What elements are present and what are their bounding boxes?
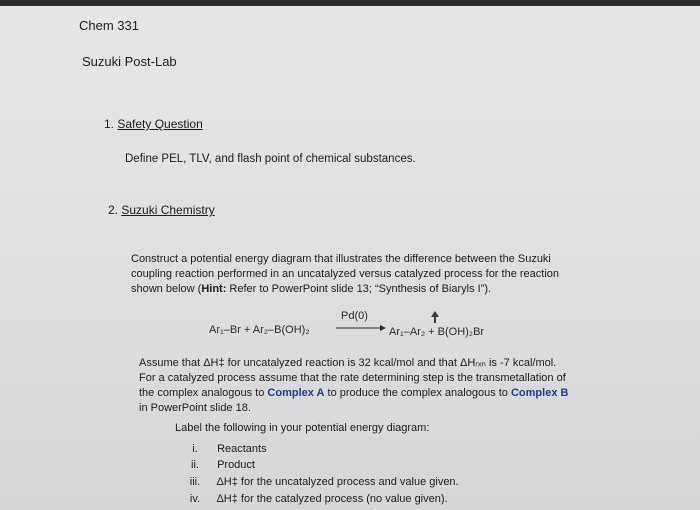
list-item-number: i.	[192, 443, 198, 455]
question-2-title: Suzuki Chemistry	[121, 203, 215, 217]
prompt-line-3-b: Refer to PowerPoint slide 13; “Synthesis of Biaryls I”).	[226, 283, 492, 295]
assumption-line-2: For a catalyzed process assume that the rate determining step is the transmetallation of	[139, 372, 566, 384]
list-item	[176, 476, 459, 488]
list-item	[176, 443, 267, 455]
mouse-cursor-icon	[431, 311, 439, 323]
course-title: Chem 331	[79, 18, 139, 33]
list-item-number: ii.	[191, 459, 199, 471]
list-item-number: iii.	[189, 476, 201, 488]
question-2-assumptions	[139, 356, 568, 416]
question-1-number: 1.	[104, 117, 115, 131]
question-2-heading	[108, 203, 215, 217]
list-item-text: ΔH‡ for the uncatalyzed process and value given.	[216, 476, 459, 488]
prompt-line-3	[131, 282, 559, 297]
document-page	[0, 6, 700, 510]
prompt-line-2: coupling reaction performed in an uncatalyzed versus catalyzed process for the reaction	[131, 268, 560, 280]
list-item	[176, 493, 448, 505]
assumption-line-3	[139, 386, 568, 401]
question-1-text: Define PEL, TLV, and flash point of chemical substances.	[125, 153, 416, 165]
reaction-catalyst: Pd(0)	[341, 310, 368, 322]
hint-label: Hint:	[201, 283, 227, 295]
prompt-line-3-a: shown below (	[131, 283, 202, 295]
assumption-line-4: in PowerPoint slide 18.	[139, 402, 251, 414]
label-intro: Label the following in your potential energy diagram:	[175, 422, 430, 434]
list-item-text: Reactants	[217, 443, 267, 455]
reaction-arrow	[336, 323, 386, 333]
assumption-line-3-a: the complex analogous to	[139, 387, 268, 399]
list-item-text: Product	[217, 459, 255, 471]
question-1-heading	[104, 117, 203, 131]
assumption-line-3-b: to produce the complex analogous to	[324, 387, 511, 399]
question-2-prompt	[131, 252, 559, 297]
document-title: Suzuki Post-Lab	[82, 54, 177, 69]
question-2-number: 2.	[108, 203, 119, 217]
reaction-reactants: Ar₁–Br + Ar₂–B(OH)₂	[209, 324, 310, 336]
list-item	[176, 459, 255, 471]
assumption-line-1: Assume that ΔH‡ for uncatalyzed reaction is 32 kcal/mol and that ΔHᵣₓₙ is -7 kcal/mol.	[139, 357, 557, 369]
prompt-line-1: Construct a potential energy diagram that illustrates the difference between the Suzuki	[131, 253, 551, 265]
list-item-text: ΔH‡ for the catalyzed process (no value given).	[216, 493, 448, 505]
reaction-products: Ar₁–Ar₂ + B(OH)₂Br	[389, 326, 485, 338]
list-item-number: iv.	[189, 493, 201, 505]
question-1-title: Safety Question	[117, 117, 203, 131]
complex-b-label: Complex B	[510, 387, 569, 399]
complex-a-label: Complex A	[267, 387, 325, 399]
